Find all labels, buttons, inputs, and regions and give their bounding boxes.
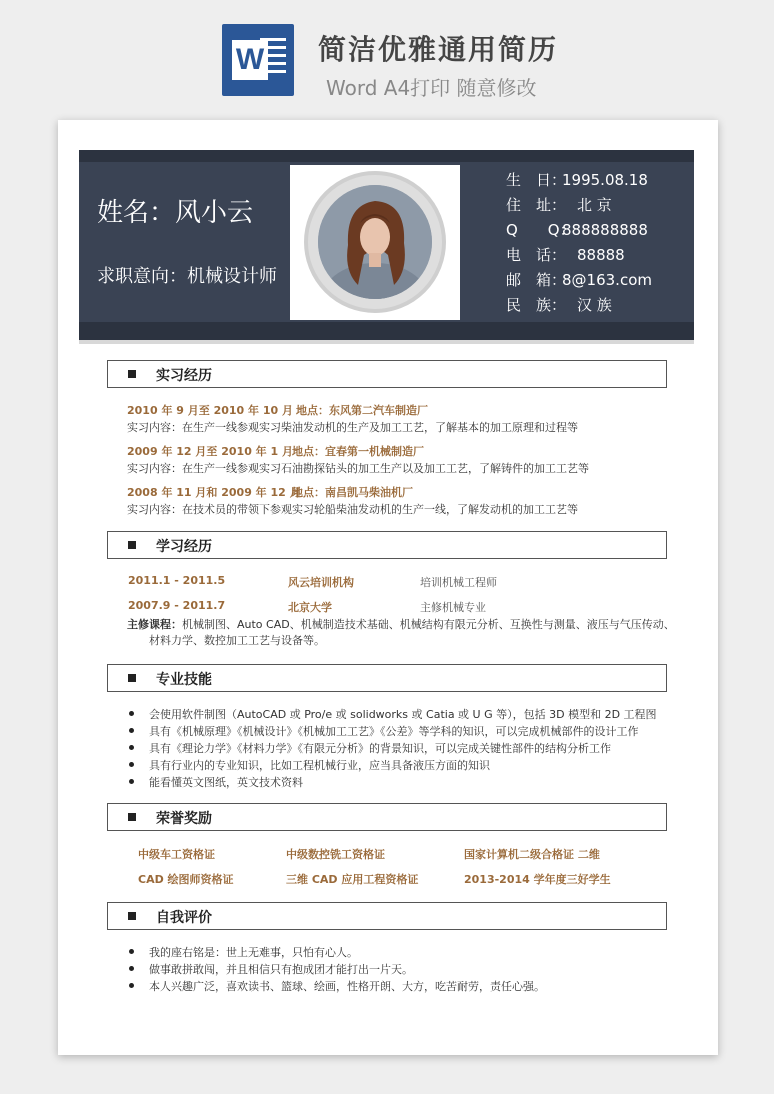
skill-item: 具有行业内的专业知识，比如工程机械行业，应当具备液压方面的知识 [149, 759, 490, 772]
candidate-name: 姓名：风小云 [97, 198, 254, 228]
bullet-icon [129, 762, 134, 767]
internship-content: 实习内容：在生产一线参观实习柴油发动机的生产及加工工艺，了解基本的加工原理和过程等 [127, 421, 578, 434]
section-square-icon [128, 813, 136, 821]
internship-content: 实习内容：在生产一线参观实习石油勘探钻头的加工生产以及加工工艺，了解铸件的加工工艺等 [127, 462, 589, 475]
bullet-icon [129, 728, 134, 733]
resume-page [58, 120, 718, 1055]
skill-item: 能看懂英文图纸，英文技术资料 [149, 776, 303, 789]
word-icon-letter: W [232, 40, 268, 80]
header-stripe-bottom [79, 322, 694, 340]
internship-place: 地点：南昌凯马柴油机厂 [292, 486, 413, 499]
banner-subtitle: Word A4打印 随意修改 [326, 76, 537, 100]
info-ethnicity: 民 族： 汉 族 [506, 296, 612, 314]
internship-date: 2010 年 9 月至 2010 年 10 月 [127, 404, 293, 417]
header-shadow [79, 340, 694, 344]
section-title: 自我评价 [156, 910, 212, 926]
personal-info [506, 168, 686, 318]
skill-item: 具有《机械原理》《机械设计》《机械加工工艺》《公差》等学科的知识，可以完成机械部件的设计工作 [149, 725, 639, 738]
header-stripe-top [79, 150, 694, 162]
job-intention: 求职意向：机械设计师 [97, 266, 277, 287]
bullet-icon [129, 966, 134, 971]
bullet-icon [129, 949, 134, 954]
award-item: 国家计算机二级合格证 二维 [464, 848, 600, 861]
award-item: 2013-2014 学年度三好学生 [464, 873, 611, 886]
info-address: 住 址： 北 京 [506, 196, 612, 214]
skill-item: 会使用软件制图（AutoCAD 或 Pro/e 或 solidworks 或 Catia 或 U G 等），包括 3D 模型和 2D 工程图 [149, 708, 657, 721]
internship-date: 2009 年 12 月至 2010 年 1 月 [127, 445, 293, 458]
internship-content: 实习内容：在技术员的带领下参观实习轮船柴油发动机的生产一线，了解发动机的加工工艺等 [127, 503, 578, 516]
internship-place: 地点：宜春第一机械制造厂 [292, 445, 424, 458]
courses-line-2: 材料力学、数控加工工艺与设备等。 [149, 634, 325, 647]
info-birthday: 生 日：1995.08.18 [506, 171, 648, 189]
top-banner [0, 0, 774, 110]
profile-photo [318, 185, 432, 299]
education-major: 培训机械工程师 [420, 576, 497, 589]
section-square-icon [128, 912, 136, 920]
word-icon [222, 24, 294, 96]
bullet-icon [129, 745, 134, 750]
self-item: 本人兴趣广泛，喜欢读书、篮球、绘画，性格开朗、大方，吃苦耐劳，责任心强。 [149, 980, 545, 993]
education-date: 2011.1 - 2011.5 [128, 574, 226, 587]
bullet-icon [129, 983, 134, 988]
bullet-icon [129, 711, 134, 716]
photo-frame [290, 165, 460, 320]
internship-date: 2008 年 11 月和 2009 年 12 月 [127, 486, 301, 499]
section-self-evaluation [107, 902, 667, 930]
education-date: 2007.9 - 2011.7 [128, 599, 226, 612]
section-internship [107, 360, 667, 388]
internship-place: 地点：东风第二汽车制造厂 [296, 404, 428, 417]
education-major: 主修机械专业 [420, 601, 486, 614]
education-school: 北京大学 [288, 601, 332, 614]
section-title: 实习经历 [156, 368, 212, 384]
self-item: 我的座右铭是：世上无难事，只怕有心人。 [149, 946, 358, 959]
award-item: CAD 绘图师资格证 [138, 873, 234, 886]
profile-photo-illustration [318, 185, 432, 299]
resume-header [79, 150, 694, 340]
info-qq: Q Q：888888888 [506, 221, 648, 239]
self-item: 做事敢拼敢闯，并且相信只有抱成团才能打出一片天。 [149, 963, 413, 976]
info-phone: 电 话： 88888 [506, 246, 625, 264]
info-email: 邮 箱：8@163.com [506, 271, 652, 289]
courses-line-1: 主修课程：机械制图、Auto CAD、机械制造技术基础、机械结构有限元分析、互换性与测量、液压与气压传动、 [127, 618, 675, 631]
section-square-icon [128, 370, 136, 378]
section-awards [107, 803, 667, 831]
section-title: 学习经历 [156, 539, 212, 555]
section-title: 荣誉奖励 [156, 811, 212, 827]
section-title: 专业技能 [156, 672, 212, 688]
banner-title: 简洁优雅通用简历 [318, 33, 559, 66]
education-school: 风云培训机构 [288, 576, 354, 589]
skill-item: 具有《理论力学》《材料力学》《有限元分析》的背景知识，可以完成关键性部件的结构分析工作 [149, 742, 611, 755]
bullet-icon [129, 779, 134, 784]
award-item: 中级车工资格证 [138, 848, 215, 861]
photo-ring [304, 171, 446, 313]
award-item: 中级数控铣工资格证 [286, 848, 385, 861]
section-square-icon [128, 674, 136, 682]
section-education [107, 531, 667, 559]
award-item: 三维 CAD 应用工程资格证 [286, 873, 419, 886]
section-square-icon [128, 541, 136, 549]
section-skills [107, 664, 667, 692]
